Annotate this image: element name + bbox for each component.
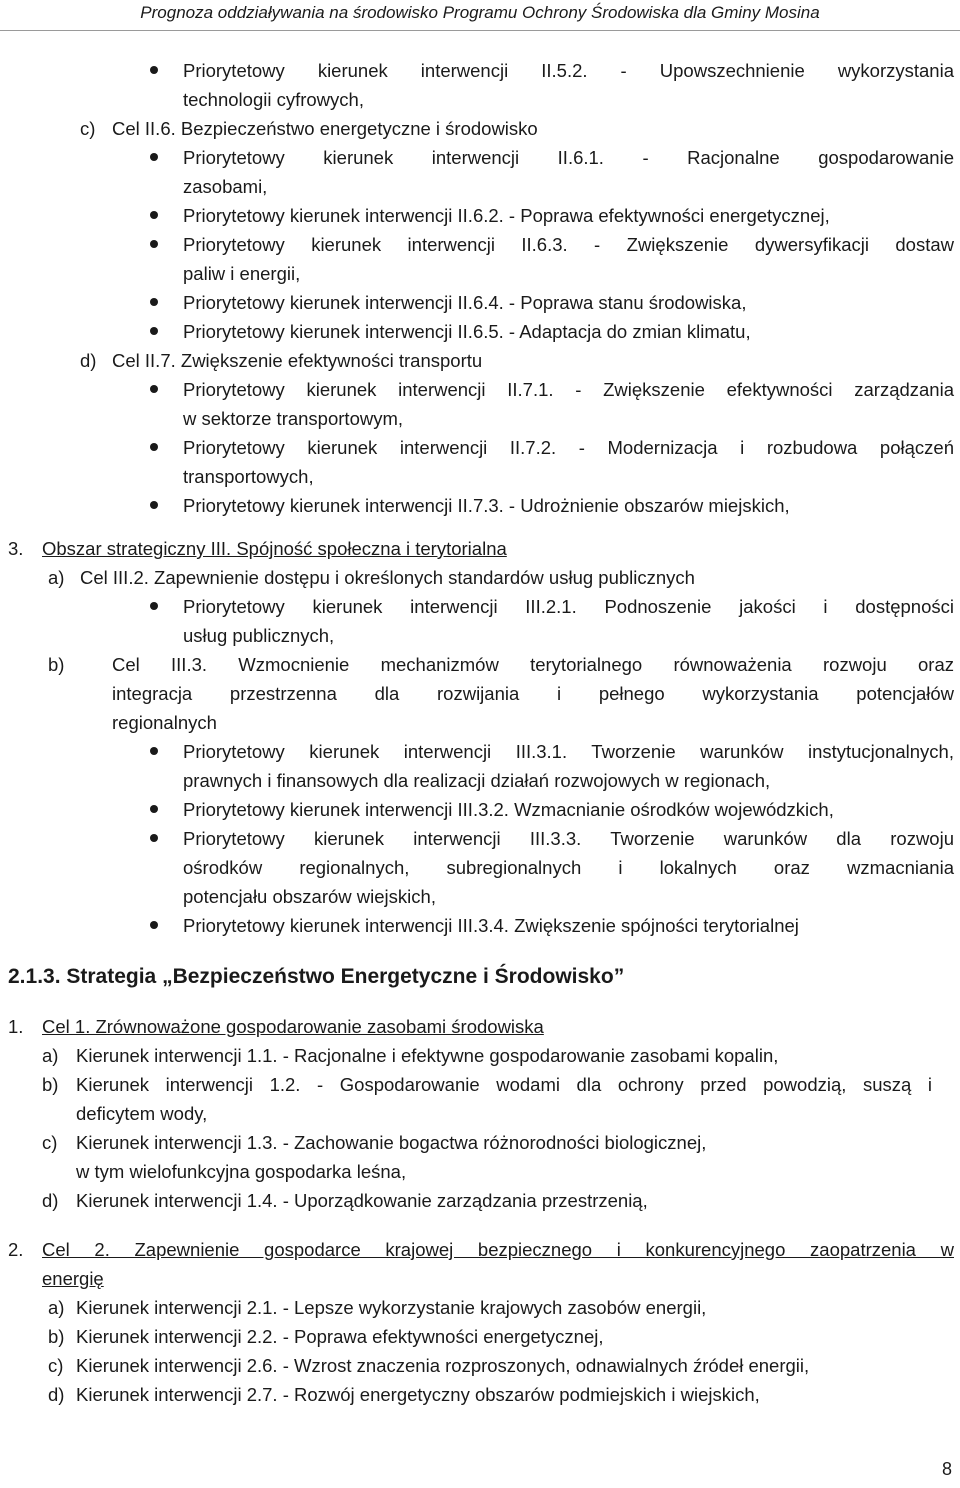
goal-text: Cel II.7. Zwiększenie efektywności transportu xyxy=(112,350,483,371)
list-item xyxy=(0,288,960,317)
list-item-text: prawnych i finansowych dla realizacji działań rozwojowych w regionach, xyxy=(183,770,771,791)
list-item-text: w sektorze transportowym, xyxy=(183,408,404,429)
direction-label: b) xyxy=(42,1074,59,1095)
goal-item xyxy=(0,563,960,592)
direction-text: Kierunek interwencji 2.7. - Rozwój energetyczny obszarów podmiejskich i wiejskich, xyxy=(76,1384,760,1405)
list-item-text: usług publicznych, xyxy=(183,625,335,646)
goal-title: Cel 1. Zrównoważone gospodarowanie zasobami środowiska xyxy=(42,1016,544,1037)
goal-label: d) xyxy=(80,350,97,371)
list-item xyxy=(0,491,960,520)
list-item-text: Priorytetowy kierunek interwencji III.3.4. Zwiększenie spójności terytorialnej xyxy=(183,915,799,936)
bullet-icon xyxy=(150,921,158,929)
direction-text: Kierunek interwencji 2.6. - Wzrost znaczenia rozproszonych, odnawialnych źródeł energii, xyxy=(76,1355,810,1376)
direction-item xyxy=(0,1322,960,1351)
list-item xyxy=(0,433,960,491)
goal-item xyxy=(0,346,960,375)
direction-item xyxy=(0,1380,960,1409)
list-item-text: Priorytetowy kierunek interwencji II.6.1. - Racjonalne gospodarowanie xyxy=(183,147,954,168)
list-item-text: paliw i energii, xyxy=(183,263,301,284)
list-item xyxy=(0,375,960,433)
list-item-text: technologii cyfrowych, xyxy=(183,89,364,110)
direction-text: w tym wielofunkcyjna gospodarka leśna, xyxy=(76,1161,407,1182)
bullet-icon xyxy=(150,602,158,610)
goal-label: b) xyxy=(48,654,65,675)
bullet-icon xyxy=(150,443,158,451)
direction-label: d) xyxy=(48,1384,65,1405)
goal-label: a) xyxy=(48,567,65,588)
direction-label: d) xyxy=(42,1190,59,1211)
list-item-text: Priorytetowy kierunek interwencji II.6.2. - Poprawa efektywności energetycznej, xyxy=(183,205,830,226)
list-item-text: Priorytetowy kierunek interwencji II.6.3. - Zwiększenie dywersyfikacji dostaw xyxy=(183,234,954,255)
list-item-text: Priorytetowy kierunek interwencji II.6.4. - Poprawa stanu środowiska, xyxy=(183,292,747,313)
direction-label: b) xyxy=(48,1326,65,1347)
list-item-text: Priorytetowy kierunek interwencji III.3.3. Tworzenie warunków dla rozwoju xyxy=(183,828,954,849)
bullet-icon xyxy=(150,211,158,219)
list-item xyxy=(0,56,960,114)
list-item xyxy=(0,143,960,201)
direction-label: c) xyxy=(48,1355,64,1376)
goal-heading xyxy=(0,1235,960,1293)
direction-item xyxy=(0,1128,960,1186)
goal-number: 1. xyxy=(8,1016,24,1037)
list-item xyxy=(0,201,960,230)
list-item-text: potencjału obszarów wiejskich, xyxy=(183,886,436,907)
list-item-text: Priorytetowy kierunek interwencji II.5.2. - Upowszechnienie wykorzystania xyxy=(183,60,954,81)
bullet-icon xyxy=(150,501,158,509)
direction-item xyxy=(0,1186,960,1215)
goal-number: 2. xyxy=(8,1239,24,1260)
bullet-icon xyxy=(150,298,158,306)
list-item xyxy=(0,737,960,795)
list-item-text: ośrodków regionalnych, subregionalnych i lokalnych oraz wzmacniania xyxy=(183,857,954,878)
direction-item xyxy=(0,1070,960,1128)
list-item-text: transportowych, xyxy=(183,466,314,487)
direction-text: Kierunek interwencji 1.2. - Gospodarowanie wodami dla ochrony przed powodzią, suszą i xyxy=(76,1074,932,1095)
document-title: Prognoza oddziaływania na środowisko Programu Ochrony Środowiska dla Gminy Mosina xyxy=(140,3,820,22)
direction-label: c) xyxy=(42,1132,58,1153)
goal-item xyxy=(0,114,960,143)
strategic-area-heading xyxy=(0,534,960,563)
goal-text: Cel III.3. Wzmocnienie mechanizmów terytorialnego równoważenia rozwoju oraz xyxy=(112,654,954,675)
goal-title: Cel 2. Zapewnienie gospodarce krajowej bezpiecznego i konkurencyjnego zaopatrzenia w xyxy=(42,1239,954,1260)
direction-text: deficytem wody, xyxy=(76,1103,208,1124)
bullet-icon xyxy=(150,153,158,161)
list-item-text: Priorytetowy kierunek interwencji III.3.1. Tworzenie warunków instytucjonalnych, xyxy=(183,741,954,762)
bullet-icon xyxy=(150,66,158,74)
direction-item xyxy=(0,1293,960,1322)
bullet-icon xyxy=(150,805,158,813)
direction-text: Kierunek interwencji 2.2. - Poprawa efektywności energetycznej, xyxy=(76,1326,604,1347)
direction-label: a) xyxy=(48,1297,65,1318)
direction-text: Kierunek interwencji 1.1. - Racjonalne i efektywne gospodarowanie zasobami kopalin, xyxy=(76,1045,779,1066)
bullet-icon xyxy=(150,327,158,335)
bullet-icon xyxy=(150,747,158,755)
goal-item xyxy=(0,650,960,737)
goal-heading xyxy=(0,1012,960,1041)
goal-text: Cel II.6. Bezpieczeństwo energetyczne i środowisko xyxy=(112,118,538,139)
page-number: 8 xyxy=(941,1459,952,1479)
list-item xyxy=(0,230,960,288)
list-item xyxy=(0,317,960,346)
direction-text: Kierunek interwencji 1.3. - Zachowanie bogactwa różnorodności biologicznej, xyxy=(76,1132,707,1153)
list-item-text: Priorytetowy kierunek interwencji II.6.5. - Adaptacja do zmian klimatu, xyxy=(183,321,751,342)
goal-text: integracja przestrzenna dla rozwijania i pełnego wykorzystania potencjałów xyxy=(112,683,954,704)
list-item xyxy=(0,911,960,940)
list-item-text: Priorytetowy kierunek interwencji II.7.2. - Modernizacja i rozbudowa połączeń xyxy=(183,437,954,458)
goal-text: Cel III.2. Zapewnienie dostępu i określonych standardów usług publicznych xyxy=(80,567,695,588)
document-body xyxy=(0,56,960,1409)
list-item-text: Priorytetowy kierunek interwencji II.7.3. - Udrożnienie obszarów miejskich, xyxy=(183,495,790,516)
goal-title: energię xyxy=(42,1268,104,1289)
list-item-text: Priorytetowy kierunek interwencji II.7.1. - Zwiększenie efektywności zarządzania xyxy=(183,379,954,400)
section-heading: 2.1.3. Strategia „Bezpieczeństwo Energetyczne i Środowisko” xyxy=(8,965,625,988)
page-header xyxy=(0,0,960,31)
bullet-icon xyxy=(150,385,158,393)
area-title: Obszar strategiczny III. Spójność społeczna i terytorialna xyxy=(42,538,507,559)
list-item-text: Priorytetowy kierunek interwencji III.2.1. Podnoszenie jakości i dostępności xyxy=(183,596,954,617)
list-item-text: Priorytetowy kierunek interwencji III.3.2. Wzmacnianie ośrodków wojewódzkich, xyxy=(183,799,834,820)
list-item xyxy=(0,592,960,650)
list-item xyxy=(0,795,960,824)
list-item-text: zasobami, xyxy=(183,176,268,197)
bullet-icon xyxy=(150,240,158,248)
direction-text: Kierunek interwencji 2.1. - Lepsze wykorzystanie krajowych zasobów energii, xyxy=(76,1297,707,1318)
goal-label: c) xyxy=(80,118,96,139)
direction-label: a) xyxy=(42,1045,59,1066)
bullet-icon xyxy=(150,834,158,842)
list-item xyxy=(0,824,960,911)
direction-item xyxy=(0,1351,960,1380)
goal-text: regionalnych xyxy=(112,712,217,733)
direction-item xyxy=(0,1041,960,1070)
area-number: 3. xyxy=(8,538,24,559)
direction-text: Kierunek interwencji 1.4. - Uporządkowanie zarządzania przestrzenią, xyxy=(76,1190,648,1211)
